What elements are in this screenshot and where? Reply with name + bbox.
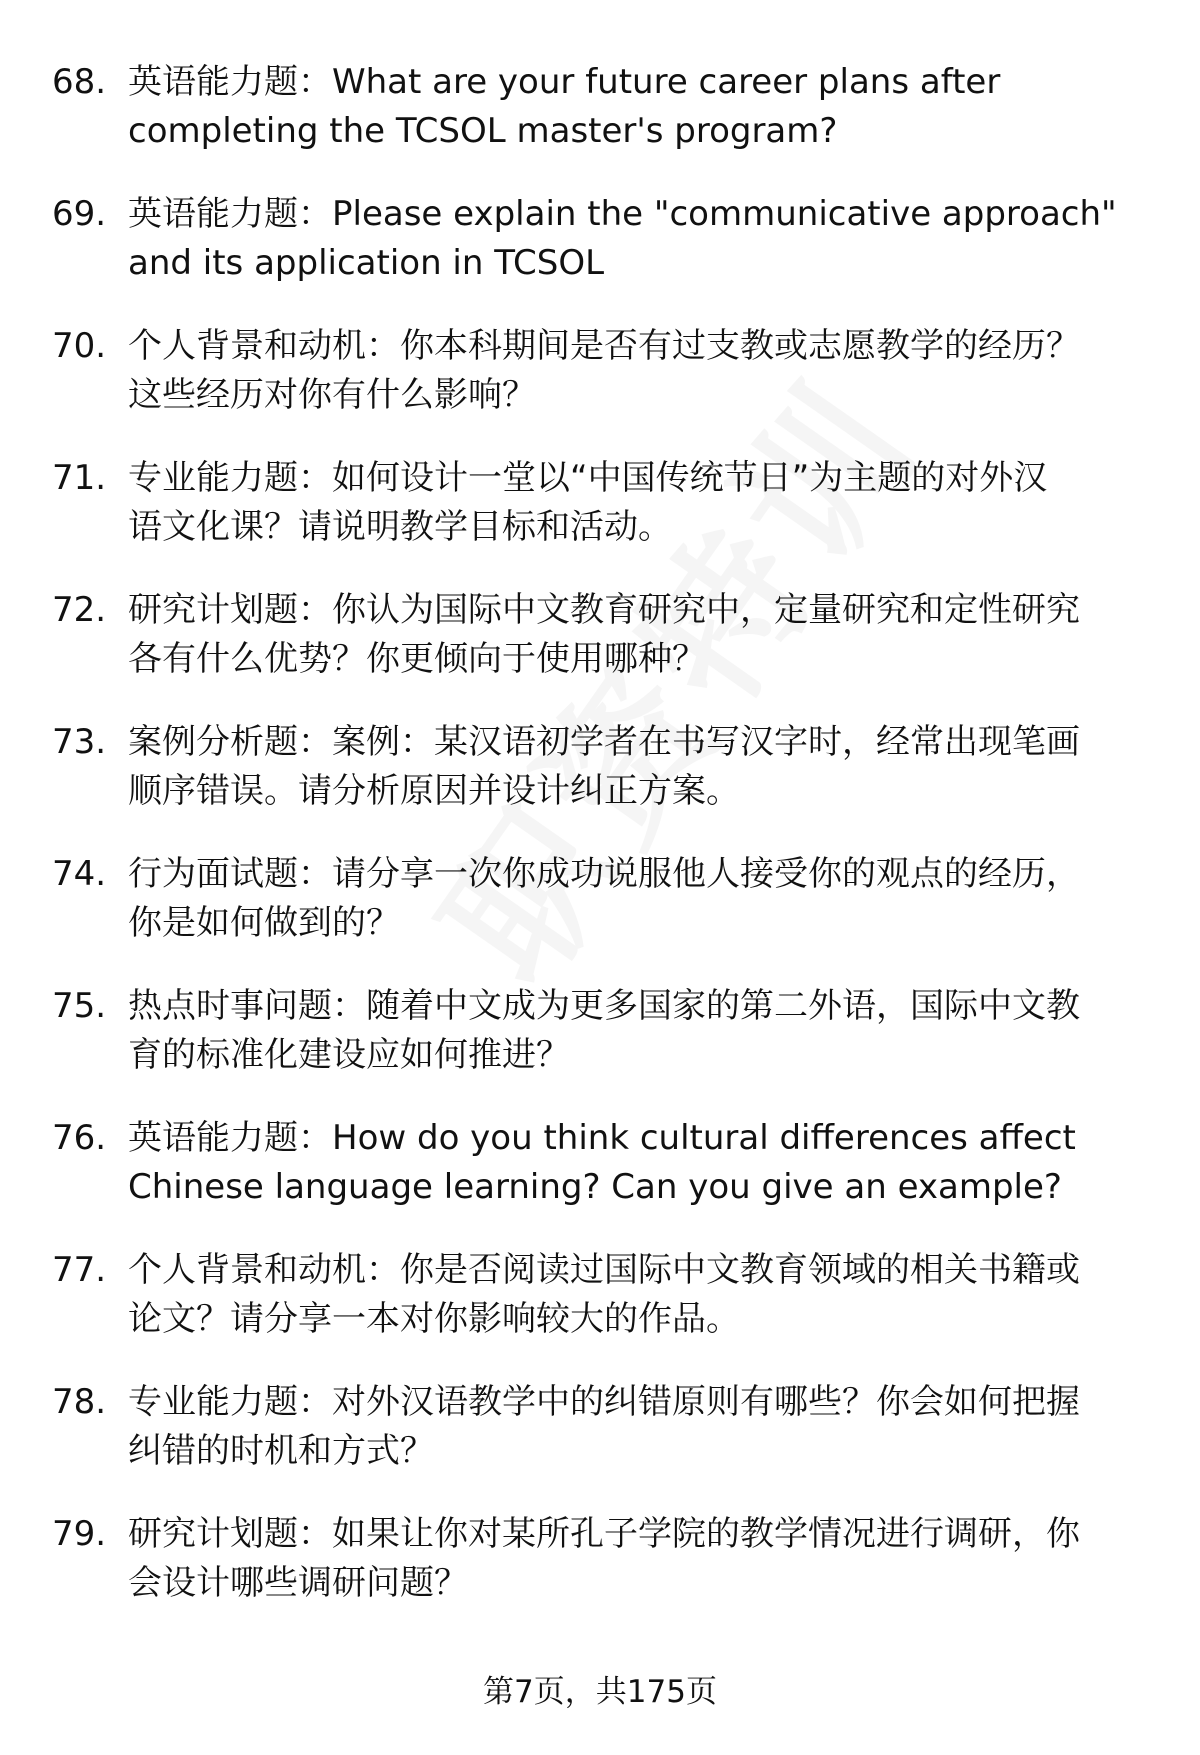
question-line: 案例分析题：案例：某汉语初学者在书写汉字时，经常出现笔画 bbox=[128, 722, 1080, 762]
question-line: 各有什么优势？你更倾向于使用哪种？ bbox=[128, 639, 706, 679]
question-item bbox=[52, 58, 1152, 190]
question-number: 68. bbox=[52, 62, 107, 102]
question-number: 74. bbox=[52, 854, 107, 894]
question-item bbox=[52, 190, 1152, 322]
question-text bbox=[128, 718, 1152, 850]
question-line: 行为面试题：请分享一次你成功说服他人接受你的观点的经历， bbox=[128, 854, 1080, 894]
question-number: 71. bbox=[52, 458, 107, 498]
question-item bbox=[52, 982, 1152, 1114]
question-line: 专业能力题：对外汉语教学中的纠错原则有哪些？你会如何把握 bbox=[128, 1382, 1080, 1422]
question-text bbox=[128, 190, 1152, 322]
question-number: 70. bbox=[52, 326, 107, 366]
question-line: 研究计划题：你认为国际中文教育研究中，定量研究和定性研究 bbox=[128, 590, 1080, 630]
question-line: 论文？请分享一本对你影响较大的作品。 bbox=[128, 1299, 740, 1339]
question-line: 这些经历对你有什么影响？ bbox=[128, 375, 536, 415]
question-line: 研究计划题：如果让你对某所孔子学院的教学情况进行调研，你 bbox=[128, 1514, 1080, 1554]
question-number: 73. bbox=[52, 722, 107, 762]
question-number: 72. bbox=[52, 590, 107, 630]
question-text bbox=[128, 586, 1152, 718]
question-text bbox=[128, 1378, 1152, 1510]
question-item bbox=[52, 322, 1152, 454]
question-line: 个人背景和动机：你本科期间是否有过支教或志愿教学的经历？ bbox=[128, 326, 1080, 366]
question-number: 69. bbox=[52, 194, 107, 234]
question-number: 79. bbox=[52, 1514, 107, 1554]
question-item bbox=[52, 1114, 1152, 1246]
question-line: 顺序错误。请分析原因并设计纠正方案。 bbox=[128, 771, 740, 811]
question-list bbox=[52, 58, 1152, 1642]
question-item bbox=[52, 718, 1152, 850]
question-text bbox=[128, 1246, 1152, 1378]
question-line: and its application in TCSOL bbox=[128, 243, 605, 283]
question-text bbox=[128, 1510, 1152, 1642]
question-line: 育的标准化建设应如何推进？ bbox=[128, 1035, 570, 1075]
question-line: completing the TCSOL master's program? bbox=[128, 111, 838, 151]
question-text bbox=[128, 982, 1152, 1114]
question-text bbox=[128, 322, 1152, 454]
question-text bbox=[128, 454, 1152, 586]
question-item bbox=[52, 1378, 1152, 1510]
question-item bbox=[52, 1510, 1152, 1642]
question-line: 英语能力题：What are your future career plans after bbox=[128, 62, 1001, 102]
question-item bbox=[52, 1246, 1152, 1378]
question-item bbox=[52, 586, 1152, 718]
question-number: 78. bbox=[52, 1382, 107, 1422]
question-text bbox=[128, 58, 1152, 190]
question-number: 76. bbox=[52, 1118, 107, 1158]
question-line: 语文化课？请说明教学目标和活动。 bbox=[128, 507, 672, 547]
question-item bbox=[52, 850, 1152, 982]
question-item bbox=[52, 454, 1152, 586]
question-text bbox=[128, 850, 1152, 982]
question-line: 英语能力题：Please explain the "communicative approach" bbox=[128, 194, 1117, 234]
question-line: 纠错的时机和方式？ bbox=[128, 1431, 434, 1471]
question-number: 77. bbox=[52, 1250, 107, 1290]
question-number: 75. bbox=[52, 986, 107, 1026]
question-line: 个人背景和动机：你是否阅读过国际中文教育领域的相关书籍或 bbox=[128, 1250, 1080, 1290]
question-text bbox=[128, 1114, 1152, 1246]
question-line: 会设计哪些调研问题？ bbox=[128, 1563, 468, 1603]
page-number: 第7页，共175页 bbox=[483, 1674, 717, 1710]
question-line: 专业能力题：如何设计一堂以“中国传统节日”为主题的对外汉 bbox=[128, 458, 1048, 498]
question-line: 热点时事问题：随着中文成为更多国家的第二外语，国际中文教 bbox=[128, 986, 1080, 1026]
question-line: 英语能力题：How do you think cultural differences affect bbox=[128, 1118, 1076, 1158]
question-line: Chinese language learning? Can you give an example? bbox=[128, 1167, 1062, 1207]
question-line: 你是如何做到的？ bbox=[128, 903, 400, 943]
